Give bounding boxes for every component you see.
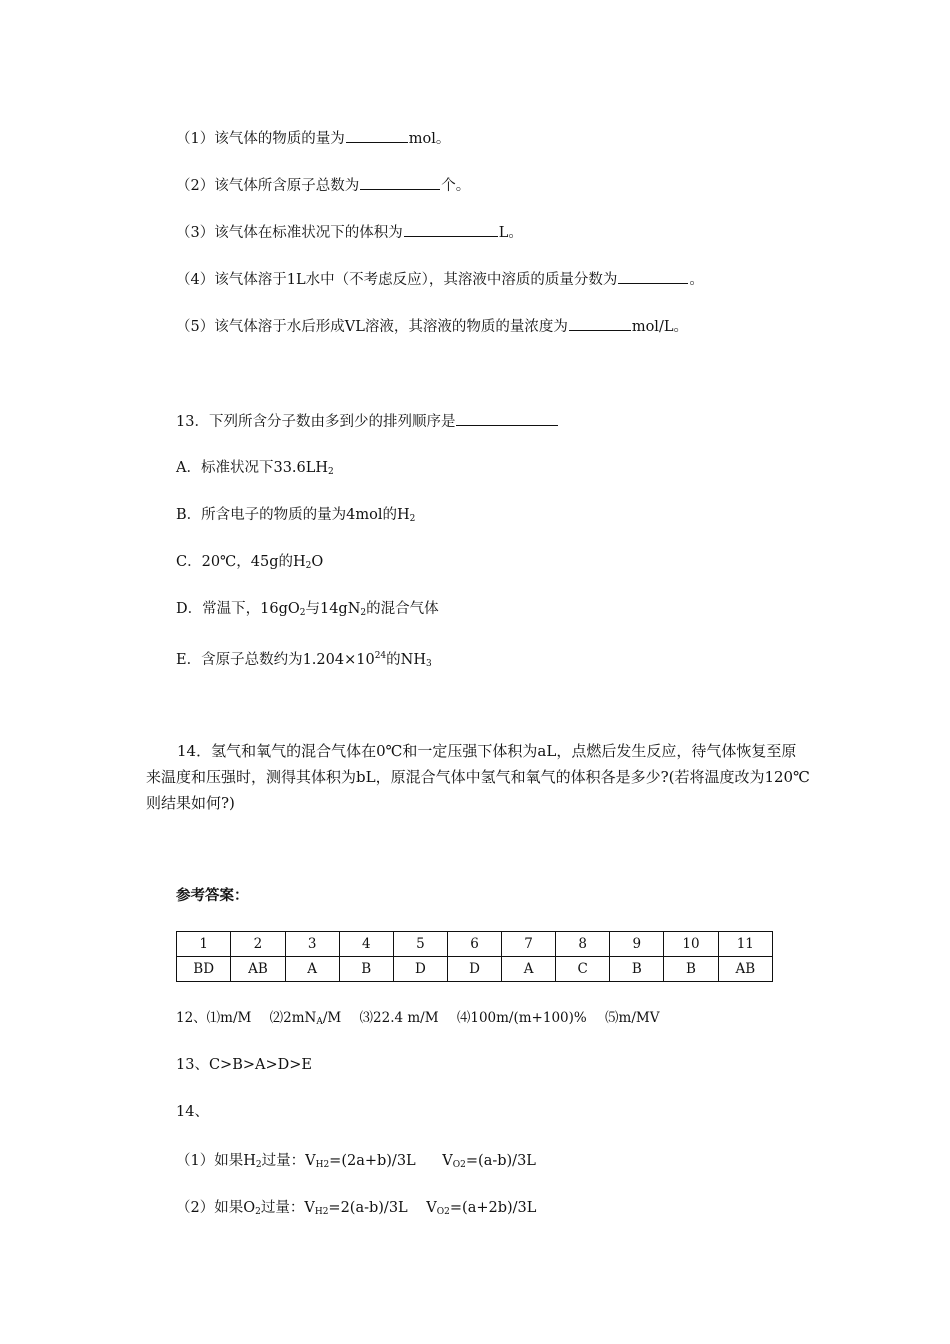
q13-stem-text: 13．下列所含分子数由多到少的排列顺序是: [176, 414, 456, 430]
answer-blank[interactable]: [404, 222, 498, 237]
option-d-text: D．常温下，16gO: [176, 601, 300, 617]
question-number-cell: 2: [231, 932, 285, 957]
q13-option-e: [176, 646, 432, 674]
q12-part-3: [176, 222, 523, 243]
answer-12-part-2-text: ⑵2mN: [269, 1010, 317, 1026]
subscript: 2: [299, 608, 306, 618]
answer-cell: AB: [231, 957, 285, 982]
option-d-text-end: 的混合气体: [366, 601, 439, 617]
answer-14-case-2: [176, 1198, 536, 1222]
option-d-text-mid: 与14gN: [305, 601, 361, 617]
option-e-text-mid: 的NH: [386, 652, 426, 668]
q14-text: 14．氢气和氧气的混合气体在0℃和一定压强下体积为aL，点燃后发生反应，待气体恢复至原来温度和压强时，测得其体积为bL，原混合气体中氢气和氧气的体积各是多少?(若将温度改为120℃则结果如何?): [146, 742, 810, 812]
q13-option-b: [176, 505, 415, 529]
case-1-formula-h2: =(2a+b)/3L: [329, 1153, 416, 1169]
answer-14-case-1: [176, 1151, 536, 1175]
q12-part-1-text: （1）该气体的物质的量为: [176, 131, 345, 147]
subscript: 2: [409, 514, 416, 524]
subscript: A: [316, 1017, 323, 1027]
option-b-text: B．所含电子的物质的量为4mol的H: [176, 507, 410, 523]
question-number-cell: 11: [718, 932, 772, 957]
answer-12: [176, 1008, 659, 1032]
case-2-formula-o2: =(a+2b)/3L: [449, 1200, 537, 1216]
answer-cell: B: [664, 957, 718, 982]
answer-blank[interactable]: [618, 269, 688, 284]
answer-table-number-row: [177, 932, 773, 957]
answer-13: 13、C>B>A>D>E: [176, 1057, 312, 1073]
question-number-cell: 4: [339, 932, 393, 957]
q12-part-1: [176, 128, 450, 149]
answer-cell: B: [610, 957, 664, 982]
subscript: O2: [436, 1207, 450, 1217]
answer-blank[interactable]: [456, 411, 558, 426]
answer-blank[interactable]: [346, 128, 408, 143]
case-2-label: （2）如果O: [176, 1200, 256, 1216]
question-number-cell: 8: [556, 932, 610, 957]
answer-12-part-3: ⑶22.4 m/M: [359, 1010, 439, 1026]
q12-part-2: [176, 175, 470, 196]
q12-part-2-unit: 个。: [441, 178, 471, 194]
answer-12-part-5: ⑸m/MV: [605, 1010, 660, 1026]
superscript: 24: [374, 651, 387, 661]
option-a-text: A．标准状况下33.6LH: [176, 460, 329, 476]
case-1-label: （1）如果H: [176, 1153, 256, 1169]
subscript: 2: [328, 467, 334, 477]
answer-blank[interactable]: [360, 175, 440, 190]
q12-part-4-unit: 。: [689, 272, 704, 288]
q12-part-3-text: （3）该气体在标准状况下的体积为: [176, 225, 403, 241]
case-1-label-mid: 过量：V: [261, 1153, 316, 1169]
answer-cell: A: [502, 957, 556, 982]
q12-part-4: [176, 269, 704, 290]
subscript: 2: [305, 561, 312, 571]
q12-part-3-unit: L。: [498, 225, 523, 241]
answer-cell: B: [339, 957, 393, 982]
answer-table: [176, 931, 773, 982]
case-2-label-mid: 过量：V: [260, 1200, 315, 1216]
q13-option-a: [176, 458, 334, 482]
answer-12-part-2: [270, 1010, 342, 1026]
q13-option-c: [176, 552, 323, 576]
answer-cell: D: [447, 957, 501, 982]
option-c-text: C．20℃，45g的H: [176, 554, 306, 570]
q12-part-4-text: （4）该气体溶于1L水中（不考虑反应），其溶液中溶质的质量分数为: [176, 272, 618, 288]
option-c-text-end: O: [311, 554, 324, 570]
answer-cell: AB: [718, 957, 772, 982]
q12-part-5-unit: mol/L。: [631, 319, 688, 335]
answer-cell: C: [556, 957, 610, 982]
subscript: O2: [452, 1160, 466, 1170]
question-number-cell: 3: [285, 932, 339, 957]
answer-12-part-1: 12、⑴m/M: [176, 1010, 252, 1026]
q12-part-5-text: （5）该气体溶于水后形成VL溶液，其溶液的物质的量浓度为: [176, 319, 568, 335]
option-e-text: E．含原子总数约为1.204×10: [176, 652, 375, 668]
answer-blank[interactable]: [569, 316, 631, 331]
q12-part-2-text: （2）该气体所含原子总数为: [176, 178, 360, 194]
subscript: H2: [314, 1207, 329, 1217]
subscript: 2: [255, 1160, 262, 1170]
answer-table-answer-row: [177, 957, 773, 982]
q13-stem: [176, 411, 559, 432]
case-1-formula-o2: =(a-b)/3L: [465, 1153, 536, 1169]
case-2-v-symbol: V: [426, 1200, 437, 1216]
subscript: H2: [315, 1160, 330, 1170]
question-number-cell: 6: [447, 932, 501, 957]
question-number-cell: 10: [664, 932, 718, 957]
subscript: 2: [255, 1207, 261, 1217]
question-number-cell: 7: [502, 932, 556, 957]
answer-cell: D: [393, 957, 447, 982]
case-1-v-symbol: V: [442, 1153, 453, 1169]
question-number-cell: 1: [177, 932, 231, 957]
question-number-cell: 5: [393, 932, 447, 957]
answer-cell: A: [285, 957, 339, 982]
question-number-cell: 9: [610, 932, 664, 957]
subscript: 3: [426, 659, 432, 669]
subscript: 2: [360, 608, 367, 618]
answers-heading: 参考答案：: [176, 887, 249, 904]
q12-part-5: [176, 316, 688, 337]
answer-cell: BD: [177, 957, 231, 982]
answer-14-title: 14、: [176, 1104, 209, 1120]
case-2-formula-h2: =2(a-b)/3L: [328, 1200, 408, 1216]
answer-12-part-2-end: /M: [322, 1010, 342, 1026]
answer-12-part-4: ⑷100m/(m+100)%: [456, 1010, 587, 1026]
q13-option-d: [176, 599, 439, 623]
q12-part-1-unit: mol。: [408, 131, 451, 147]
